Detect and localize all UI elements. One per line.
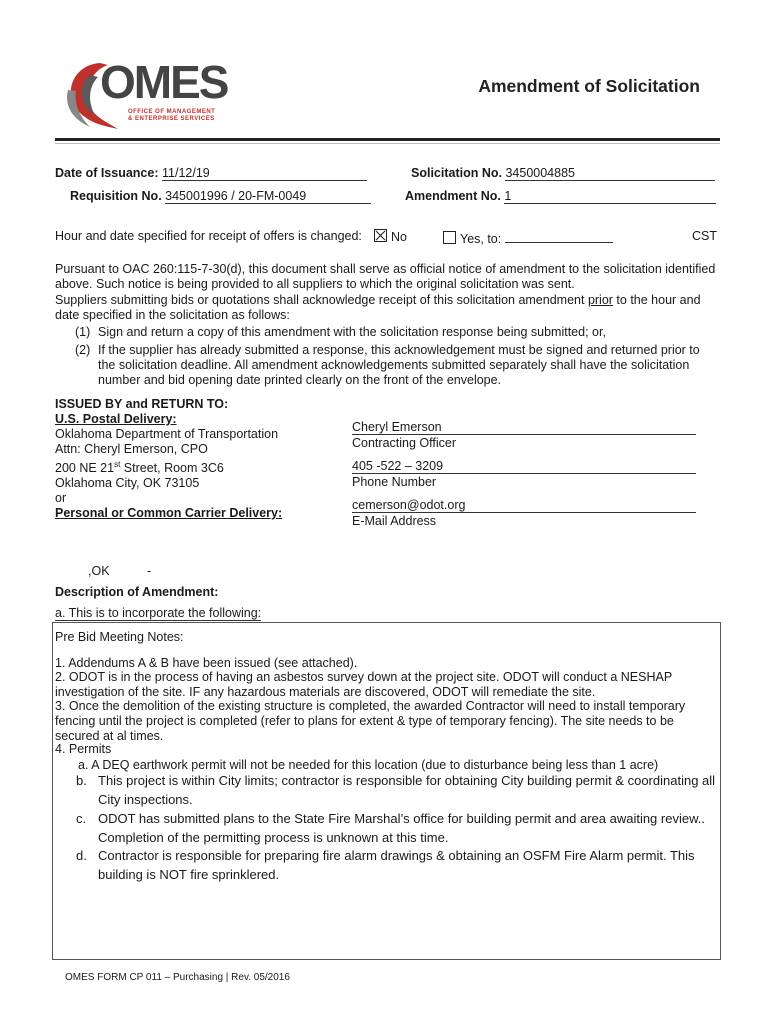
date-value[interactable]: 11/12/19 <box>162 166 367 181</box>
date-of-issuance <box>55 166 367 181</box>
phone-label: Phone Number <box>352 475 437 489</box>
yes-label: Yes, to: <box>460 232 502 246</box>
address-line-4: Oklahoma City, OK 73105 <box>55 476 200 491</box>
postal-label: U.S. Postal Delivery: <box>55 412 177 426</box>
logo-subtitle-2: & ENTERPRISE SERVICES <box>128 116 215 122</box>
contact-email[interactable]: cemerson@odot.org <box>352 498 696 513</box>
contact-title: Contracting Officer <box>352 436 456 450</box>
address-line-3-pre: 200 NE 21 <box>55 461 115 476</box>
contact-phone[interactable]: 405 -522 – 3209 <box>352 459 696 474</box>
ack-prior: prior <box>587 293 613 307</box>
logo-wordmark: OMES <box>100 56 228 108</box>
description-heading: Description of Amendment: <box>55 585 219 599</box>
ok-dash: - <box>147 564 152 578</box>
solicitation-number <box>411 166 715 181</box>
contact-name[interactable]: Cheryl Emerson <box>352 420 696 435</box>
address-line-3-post: Street, Room 3C6 <box>120 461 224 476</box>
yes-checkbox-icon[interactable] <box>443 231 456 244</box>
description-intro <box>55 606 261 621</box>
amendment-label: Amendment No. <box>405 189 501 203</box>
date-label: Date of Issuance: <box>55 166 159 180</box>
yes-date-field[interactable] <box>505 229 613 243</box>
omes-logo <box>60 55 240 135</box>
header-divider <box>55 138 720 141</box>
logo-subtitle-1: OFFICE OF MANAGEMENT <box>128 109 216 115</box>
note-4a: a. A DEQ earthwork permit will not be needed for this location (due to disturbance being less than 1 acre) <box>78 758 659 772</box>
note-1: 1. Addendums A & B have been issued (see attached). <box>55 656 358 670</box>
yes-option[interactable] <box>443 229 613 246</box>
issued-heading: ISSUED BY and RETURN TO: <box>55 397 229 411</box>
acknowledge-paragraph <box>55 293 720 323</box>
form-footer: OMES FORM CP 011 – Purchasing | Rev. 05/2016 <box>65 972 290 983</box>
ok-line: ,OK <box>88 564 110 578</box>
issued-by-block <box>55 397 282 521</box>
requisition-number <box>70 189 371 204</box>
note-4d-label: d. <box>76 848 87 863</box>
address-line-1: Oklahoma Department of Transportation <box>55 427 279 441</box>
notice-paragraph: Pursuant to OAC 260:115-7-30(d), this document shall serve as official notice of amendment to the solicitation identified above. Such notice is being provided to all suppliers to which the original solicitation was sent. <box>55 262 716 291</box>
item-1-num: (1) <box>75 325 91 339</box>
no-label: No <box>391 230 407 244</box>
address-line-2: Attn: Cheryl Emerson, CPO <box>55 442 208 456</box>
amendment-value[interactable]: 1 <box>504 189 716 204</box>
note-4b-label: b. <box>76 773 87 788</box>
item-2-num: (2) <box>75 343 91 357</box>
item-1-text: Sign and return a copy of this amendment with the solicitation response being submitted; or, <box>98 325 606 339</box>
no-option[interactable] <box>374 229 407 244</box>
ack-pre: Suppliers submitting bids or quotations shall acknowledge receipt of this solicitation amendment <box>55 293 588 307</box>
note-4c: ODOT has submitted plans to the State Fire Marshal’s office for building permit and area awaiting review.. Completion of the permitting process is unknown at this time. <box>98 811 705 845</box>
address-line-3-sup: st <box>114 460 121 469</box>
hour-change-text: Hour and date specified for receipt of offers is changed: <box>55 229 362 243</box>
description-intro-text: a. This is to incorporate the following: <box>55 606 262 620</box>
item-2-text: If the supplier has already submitted a response, this acknowledgement must be signed and returned prior to the solicitation deadline. All amendment acknowledgements submitted separately shall have the solicitation number and bid opening date printed clearly on the front of the envelope. <box>98 343 700 387</box>
requisition-value[interactable]: 345001996 / 20-FM-0049 <box>165 189 371 204</box>
solicitation-label: Solicitation No. <box>411 166 502 180</box>
solicitation-value[interactable]: 3450004885 <box>505 166 715 181</box>
or-text: or <box>55 491 67 506</box>
header-divider-thin <box>55 143 720 144</box>
no-checkbox-checked-icon[interactable] <box>374 229 387 242</box>
note-4b: This project is within City limits; contractor is responsible for obtaining City building permit & coordinating all City inspections. <box>98 773 716 807</box>
note-2: 2. ODOT is in the process of having an asbestos survey down at the project site. ODOT will conduct a NESHAP investigation of the site. IF any hazardous materials are discovered, ODOT will remediate the site. <box>55 670 672 699</box>
note-4c-label: c. <box>76 811 87 826</box>
email-label: E-Mail Address <box>352 514 437 528</box>
carrier-label: Personal or Common Carrier Delivery: <box>55 506 283 521</box>
address-line-3 <box>55 457 282 476</box>
requisition-label: Requisition No. <box>70 189 162 203</box>
note-3: 3. Once the demolition of the existing structure is completed, the awarded Contractor will need to install temporary fencing until the project is completed (refer to plans for extent & type of temporary fencing). The site needs to be secured at al times. <box>55 699 686 743</box>
page-title: Amendment of Solicitation <box>478 76 700 96</box>
note-4d: Contractor is responsible for preparing fire alarm drawings & obtaining an OSFM Fire Alarm permit. This building is NOT fire sprinklered. <box>98 848 695 882</box>
note-4: 4. Permits <box>55 742 112 756</box>
amendment-number <box>405 189 716 204</box>
timezone: CST <box>692 229 717 243</box>
ack-post: to the hour and date specified in the solicitation as follows: <box>55 293 701 322</box>
notes-title: Pre Bid Meeting Notes: <box>55 630 184 644</box>
